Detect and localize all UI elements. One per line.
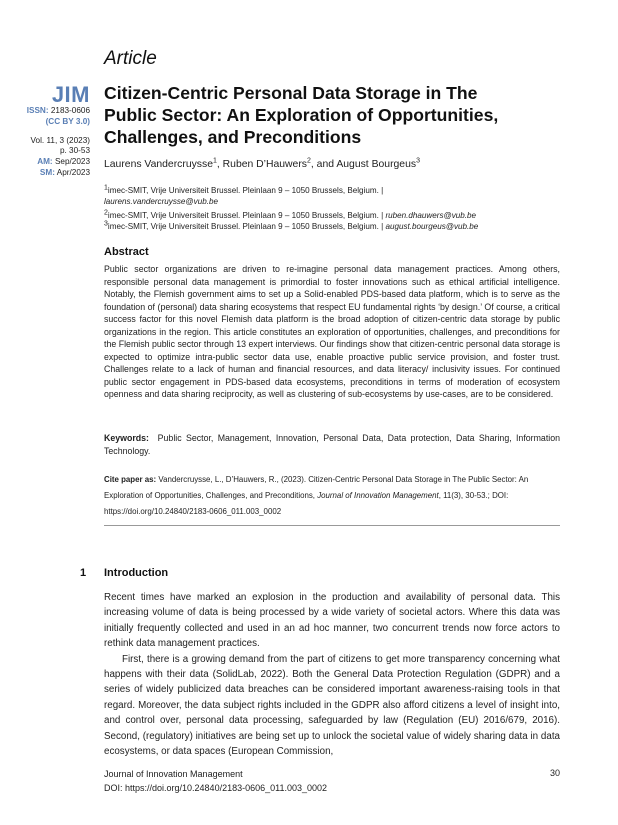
- author-name: August Bourgeus: [336, 159, 417, 170]
- issn-label: ISSN:: [26, 106, 49, 115]
- footer-journal: Journal of Innovation Management: [104, 769, 243, 779]
- cite-doi[interactable]: , 11(3), 30-53.; DOI: https://doi.org/10.24840/2183-0606_011.003_0002: [104, 491, 509, 516]
- article-type-label: Article: [104, 48, 157, 69]
- am-value: Sep/2023: [54, 157, 90, 167]
- affil-marker: 2: [104, 209, 108, 217]
- affiliation-1: [104, 186, 564, 207]
- affil-email[interactable]: august.bourgeus@vub.be: [385, 222, 479, 231]
- abstract-heading: Abstract: [104, 246, 149, 258]
- divider: [104, 525, 560, 526]
- paragraph: First, there is a growing demand from the part of citizens to get more transparency concerning what happens with their data (SolidLab, 2022). Both the General Data Protection Regulation (GDPR) and a series of widely publicized data breaches can be considered important awareness-raising tools in that regard. Moreover, the data subject rights included in the GDPR also afford citizens a level of insight into, and control over, personal data processing, safeguarded by law (Regulation (EU) 2016/679, 2016). Second, (regulatory) initiatives are being set up to unlock the societal value of widely sharing data in data ecosystems, or data spaces (European Commission,: [104, 653, 560, 758]
- affil-text: imec-SMIT, Vrije Universiteit Brussel. Pleinlaan 9 – 1050 Brussels, Belgium. |: [107, 211, 384, 220]
- footer-doi[interactable]: DOI: https://doi.org/10.24840/2183-0606_011.003_0002: [104, 782, 328, 793]
- cite-text: Vandercruysse, L., D’Hauwers, R., (2023). Citizen-Centric Personal Data Storage in The Public Sector: An Exploration of Opportunities, Challenges, and Preconditions,: [104, 475, 529, 500]
- author-list: [104, 159, 420, 170]
- affil-marker: 3: [104, 220, 108, 228]
- am-label: AM:: [37, 157, 53, 167]
- affil-text: imec-SMIT, Vrije Universiteit Brussel. Pleinlaan 9 – 1050 Brussels, Belgium. |: [107, 186, 384, 195]
- author-affil-marker: 2: [307, 157, 311, 165]
- section-body: [104, 590, 560, 759]
- author-separator: , and: [310, 159, 337, 170]
- cite-label: Cite paper as:: [104, 475, 157, 484]
- license-label[interactable]: (CC BY 3.0): [45, 116, 90, 126]
- affiliation-3: [104, 222, 564, 233]
- section-title: Introduction: [104, 567, 169, 579]
- keywords-block: [104, 432, 560, 457]
- issn-value: 2183-0606: [50, 106, 90, 115]
- affil-email[interactable]: ruben.dhauwers@vub.be: [385, 211, 477, 220]
- keywords-text: Public Sector, Management, Innovation, Personal Data, Data protection, Data Sharing, Information Technology.: [104, 433, 560, 456]
- page-range: p. 30-53: [59, 146, 90, 156]
- keywords-label: Keywords:: [104, 433, 149, 443]
- author-affil-marker: 1: [212, 157, 217, 165]
- affil-marker: 1: [104, 184, 108, 192]
- sm-value: Apr/2023: [56, 167, 90, 177]
- affiliation-2: [104, 211, 564, 222]
- page-number: 30: [549, 768, 560, 778]
- journal-sidebar: [14, 84, 90, 179]
- paragraph: Recent times have marked an explosion in the production and availability of personal data. This increasing volume of data is being processed by a wide variety of societal actors. Where this data was initially frequently collected and used in an ad hoc manner, two concurrent trends now force actors to rethink data management practices.: [104, 592, 560, 650]
- section-number: 1: [80, 567, 87, 579]
- page-footer: [104, 768, 327, 795]
- citation-block: [104, 472, 560, 520]
- author-separator: ,: [216, 159, 223, 170]
- author-name: Ruben D’Hauwers: [222, 159, 307, 170]
- author-name: Laurens Vandercruysse: [104, 159, 213, 170]
- am-line: [14, 157, 90, 168]
- paper-title: Citizen-Centric Personal Data Storage in The Public Sector: An Exploration of Opportunities, Challenges, and Preconditions: [104, 83, 499, 147]
- abstract-text: Public sector organizations are driven to re-imagine personal data management practices. Among others, responsible personal data management is primordial to foster innovations such as ethical artificial intelligence. Notably, the Flemish government aims to set up a Solid-enabled PDS-based data platform, which is to serve as the foundation of (personal) data sharing ecosystems that respect EU fundamental rights ‘by design.’ Of course, a critical success factor for this novel Flemish data platform is the broad adoption of citizen-centric data storage by public organizations in the region. This article constitutes an exploration of opportunities, challenges, and preconditions for the Flemish public sector through 13 expert interviews. Our findings show that citizen-centric personal data storage is expected to optimize intra-public sector data use, enable proactive public service provision, and foster trust. Challenges relate to a lack of human and financial resources, and data literacy/ inclusivity issues. For continued public sector engagement in PDS-based data ecosystems, preconditions in terms of moderation of ecosystem openness and data sharing reciprocity, as well as clustering of sub-ecosystems by use-cases, are to be considered.: [104, 264, 560, 399]
- sm-line: [14, 168, 90, 179]
- volume-info: Vol. 11, 3 (2023): [30, 135, 90, 145]
- affil-text: imec-SMIT, Vrije Universiteit Brussel. Pleinlaan 9 – 1050 Brussels, Belgium. |: [107, 222, 384, 231]
- issn-line: [14, 106, 90, 117]
- cite-journal: Journal of Innovation Management: [317, 491, 439, 500]
- sm-label: SM:: [39, 167, 55, 177]
- affil-email[interactable]: laurens.vandercruysse@vub.be: [104, 196, 218, 206]
- journal-logo: JIM: [51, 82, 90, 107]
- author-affil-marker: 3: [416, 157, 420, 165]
